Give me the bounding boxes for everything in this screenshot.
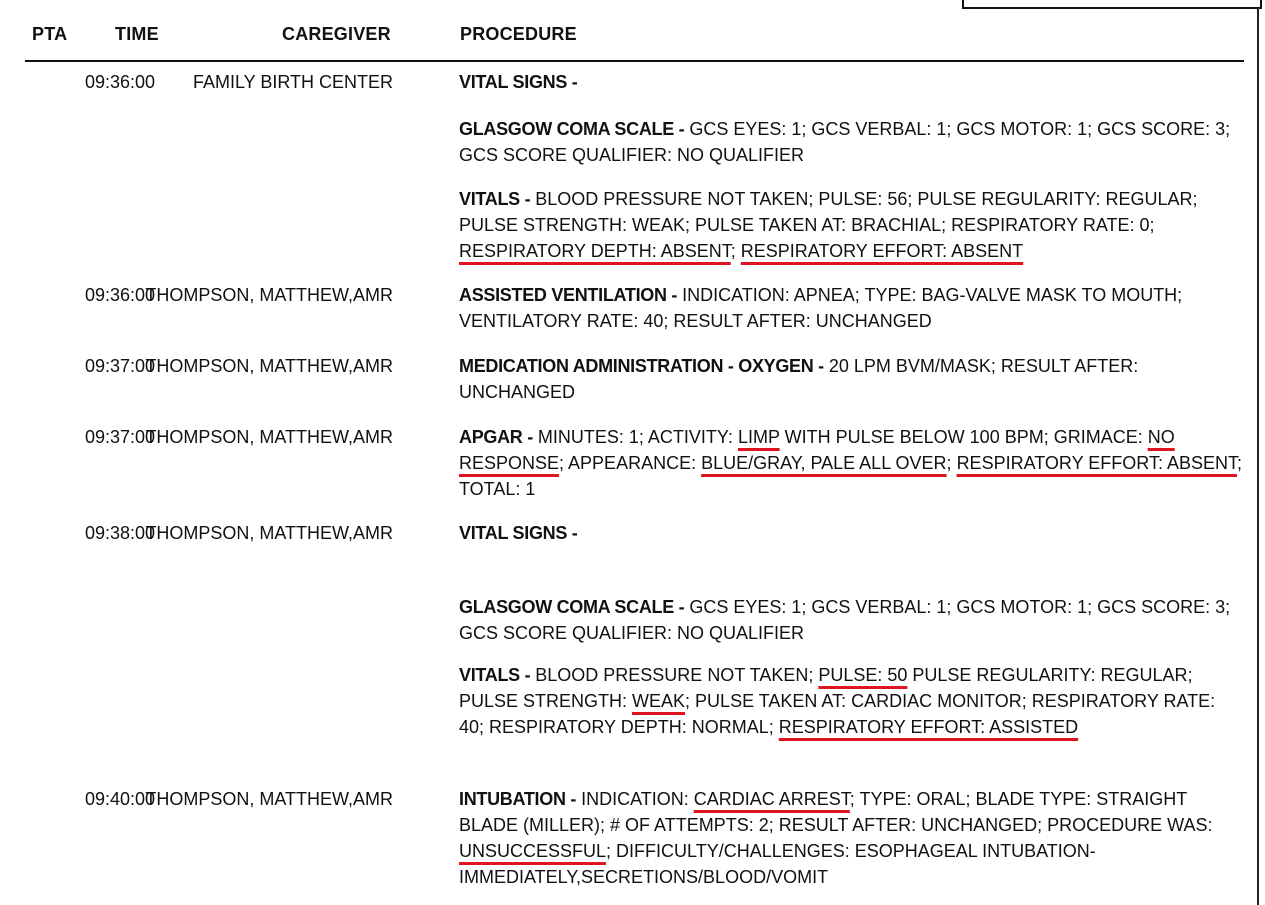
procedure-heading: VITALS - bbox=[459, 665, 531, 685]
procedure-heading: VITALS - bbox=[459, 189, 531, 209]
procedure-heading: VITAL SIGNS - bbox=[459, 523, 578, 543]
header-rule bbox=[25, 60, 1244, 62]
entry-procedure bbox=[459, 594, 1244, 646]
highlighted-text: WEAK bbox=[632, 691, 686, 711]
procedure-text: BLOOD PRESSURE NOT TAKEN; PULSE: 56; PULSE REGULARITY: REGULAR; PULSE STRENGTH: WEAK; PULSE TAKEN AT: BRACHIAL; RESPIRATORY RATE: 0; bbox=[459, 189, 1198, 235]
procedure-heading: INTUBATION - bbox=[459, 789, 577, 809]
entry-time: 09:36:00 bbox=[85, 285, 156, 305]
procedure-text: MINUTES: 1; ACTIVITY: bbox=[532, 427, 738, 447]
procedure-text: ; TYPE: ORAL; BLADE TYPE: STRAIGHT BLADE (MILLER); # OF ATTEMPTS: 2; RESULT AFTER: UNCHANGED; PROCEDURE WAS: bbox=[459, 789, 1213, 835]
right-border-line bbox=[1257, 8, 1259, 905]
entry-procedure bbox=[459, 353, 1244, 405]
entry-time: 09:36:00 bbox=[85, 72, 156, 92]
highlighted-text: RESPIRATORY EFFORT: ABSENT bbox=[956, 453, 1237, 473]
procedure-text: INDICATION: APNEA; TYPE: BAG-VALVE MASK TO MOUTH; VENTILATORY RATE: 40; RESULT AFTER: UNCHANGED bbox=[459, 285, 1183, 331]
entry-procedure bbox=[459, 186, 1244, 264]
entry-caregiver: THOMPSON, MATTHEW,AMR bbox=[145, 523, 393, 543]
procedure-text: BLOOD PRESSURE NOT TAKEN; bbox=[530, 665, 819, 685]
procedure-text: ; bbox=[730, 241, 741, 261]
procedure-heading: ASSISTED VENTILATION - bbox=[459, 285, 678, 305]
entry-procedure bbox=[459, 282, 1244, 334]
entry-procedure bbox=[459, 69, 1244, 95]
procedure-heading: APGAR - bbox=[459, 427, 533, 447]
entry-procedure bbox=[459, 424, 1244, 502]
entry-caregiver: THOMPSON, MATTHEW,AMR bbox=[145, 789, 393, 809]
header-pta: PTA bbox=[32, 24, 68, 44]
procedure-text: GCS EYES: 1; GCS VERBAL: 1; GCS MOTOR: 1; GCS SCORE: 3; GCS SCORE QUALIFIER: NO QUALIFIER bbox=[459, 119, 1231, 165]
entry-caregiver: THOMPSON, MATTHEW,AMR bbox=[145, 356, 393, 376]
procedure-text: WITH PULSE BELOW 100 BPM; GRIMACE: bbox=[779, 427, 1148, 447]
highlighted-text: NO RESPONSE bbox=[459, 427, 1175, 473]
highlighted-text: CARDIAC ARREST bbox=[693, 789, 850, 809]
procedure-text: ; PULSE TAKEN AT: CARDIAC MONITOR; RESPIRATORY RATE: 40; RESPIRATORY DEPTH: NORMAL; bbox=[459, 691, 1216, 737]
procedure-text: GCS EYES: 1; GCS VERBAL: 1; GCS MOTOR: 1; GCS SCORE: 3; GCS SCORE QUALIFIER: NO QUALIFIER bbox=[459, 597, 1231, 643]
highlighted-text: BLUE/GRAY, PALE ALL OVER bbox=[701, 453, 947, 473]
procedure-heading: VITAL SIGNS - bbox=[459, 72, 578, 92]
entry-procedure bbox=[459, 520, 1244, 546]
entry-time: 09:40:00 bbox=[85, 789, 156, 809]
procedure-heading: MEDICATION ADMINISTRATION - OXYGEN - bbox=[459, 356, 824, 376]
entry-caregiver: FAMILY BIRTH CENTER bbox=[192, 72, 393, 92]
header-procedure: PROCEDURE bbox=[460, 24, 577, 44]
procedure-text: 20 LPM BVM/MASK; RESULT AFTER: UNCHANGED bbox=[459, 356, 1139, 402]
procedure-text: ; bbox=[946, 453, 957, 473]
procedure-heading: GLASGOW COMA SCALE - bbox=[459, 119, 685, 139]
entry-time: 09:37:00 bbox=[85, 356, 156, 376]
procedure-heading: GLASGOW COMA SCALE - bbox=[459, 597, 685, 617]
highlighted-text: UNSUCCESSFUL bbox=[459, 841, 607, 861]
entry-time: 09:38:00 bbox=[85, 523, 156, 543]
procedure-text: PULSE REGULARITY: REGULAR; PULSE STRENGTH: bbox=[459, 665, 1193, 711]
entry-procedure bbox=[459, 786, 1244, 890]
header-time: TIME bbox=[115, 24, 159, 44]
entry-caregiver: THOMPSON, MATTHEW,AMR bbox=[145, 427, 393, 447]
procedure-text: ; DIFFICULTY/CHALLENGES: ESOPHAGEAL INTUBATION-IMMEDIATELY,SECRETIONS/BLOOD/VOMIT bbox=[459, 841, 1096, 887]
entry-procedure bbox=[459, 116, 1244, 168]
highlighted-text: PULSE: 50 bbox=[818, 665, 908, 685]
procedure-text: INDICATION: bbox=[576, 789, 694, 809]
top-box-border bbox=[962, 0, 1262, 9]
highlighted-text: RESPIRATORY EFFORT: ASSISTED bbox=[778, 717, 1079, 737]
table-header bbox=[0, 24, 1265, 48]
highlighted-text: RESPIRATORY EFFORT: ABSENT bbox=[740, 241, 1024, 261]
entry-time: 09:37:00 bbox=[85, 427, 156, 447]
highlighted-text: LIMP bbox=[737, 427, 780, 447]
header-caregiver: CAREGIVER bbox=[282, 24, 391, 44]
highlighted-text: RESPIRATORY DEPTH: ABSENT bbox=[459, 241, 731, 261]
entry-caregiver: THOMPSON, MATTHEW,AMR bbox=[145, 285, 393, 305]
procedure-text: ; APPEARANCE: bbox=[559, 453, 702, 473]
procedure-text: ; TOTAL: 1 bbox=[459, 453, 1242, 499]
entry-procedure bbox=[459, 662, 1244, 740]
